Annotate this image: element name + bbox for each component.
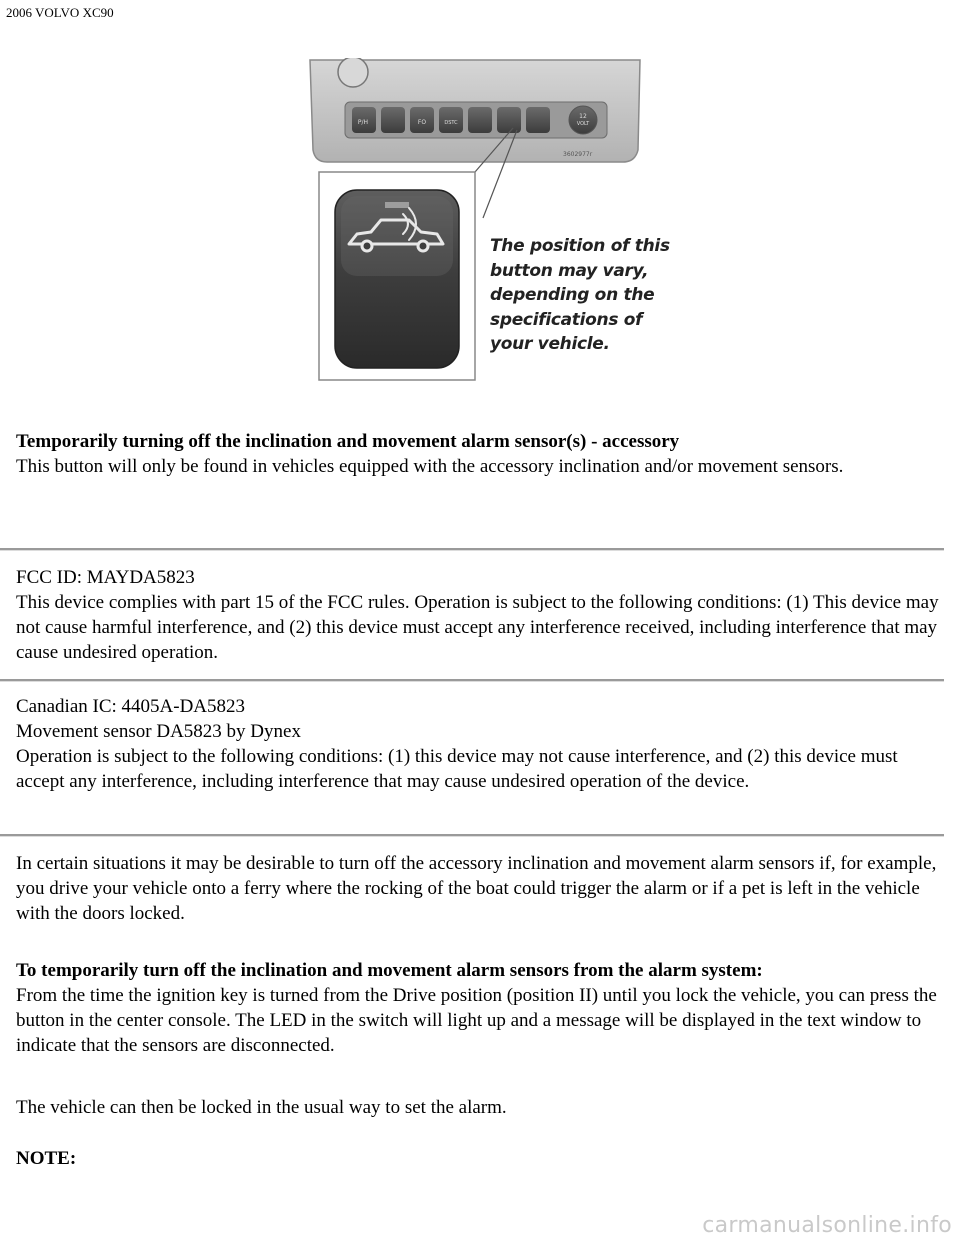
section-situations	[16, 851, 944, 926]
divider	[0, 548, 944, 551]
canadian-id: Canadian IC: 4405A-DA5823	[16, 696, 246, 717]
svg-text:FO: FO	[417, 119, 427, 126]
section-fcc	[16, 565, 944, 665]
note-label: NOTE:	[16, 1148, 77, 1169]
section-intro	[16, 429, 944, 479]
procedure-heading: To temporarily turn off the inclination and movement alarm sensors from the alarm system:	[16, 960, 763, 981]
section-note	[16, 1146, 944, 1171]
console-button	[526, 107, 550, 133]
svg-text:VOLT: VOLT	[576, 121, 590, 127]
console-button	[497, 107, 521, 133]
led-indicator	[385, 202, 409, 208]
fcc-body: This device complies with part 15 of the FCC rules. Operation is subject to the following conditions: (1) This device may not cause harmful interference, and (2) this device must accept any interference received, including interference that may cause undesired operation.	[16, 592, 939, 663]
procedure-body: From the time the ignition key is turned from the Drive position (position II) until you lock the vehicle, you can press the button in the center console. The LED in the switch will light up and a message will be displayed in the text window to indicate that the sensors are disconnected.	[16, 985, 937, 1056]
divider	[0, 679, 944, 682]
situations-body: In certain situations it may be desirable to turn off the accessory inclination and movement alarm sensors if, for example, you drive your vehicle onto a ferry where the rocking of the boat could trigger the alarm or if a pet is left in the vehicle with the doors locked.	[16, 853, 937, 924]
svg-text:DSTC: DSTC	[444, 120, 458, 126]
lock-body: The vehicle can then be locked in the usual way to set the alarm.	[16, 1097, 507, 1118]
watermark: carmanualsonline.info	[702, 1213, 952, 1238]
svg-text:P/H: P/H	[357, 119, 369, 126]
console-knob	[338, 58, 368, 87]
section-canadian	[16, 694, 944, 794]
sensor-line: Movement sensor DA5823 by Dynex	[16, 721, 301, 742]
svg-text:3602977r: 3602977r	[563, 151, 593, 158]
console-12volt-socket	[569, 106, 597, 134]
canadian-body: Operation is subject to the following conditions: (1) this device may not cause interference, and (2) this device must accept any interference, including interference that may cause undesired operation of the device.	[16, 746, 898, 792]
console-button	[468, 107, 492, 133]
console-button	[381, 107, 405, 133]
section-procedure	[16, 958, 944, 1058]
section-lock	[16, 1095, 944, 1120]
divider	[0, 834, 944, 837]
fcc-id: FCC ID: MAYDA5823	[16, 567, 195, 588]
section-heading: Temporarily turning off the inclination and movement alarm sensor(s) - accessory	[16, 431, 680, 452]
figure-caption: The position of this button may vary, depending on the specifications of your vehicle.	[490, 236, 670, 354]
section-body: This button will only be found in vehicles equipped with the accessory inclination and/or movement sensors.	[16, 456, 844, 477]
svg-text:12: 12	[579, 113, 587, 120]
page-header: 2006 VOLVO XC90	[6, 5, 114, 20]
